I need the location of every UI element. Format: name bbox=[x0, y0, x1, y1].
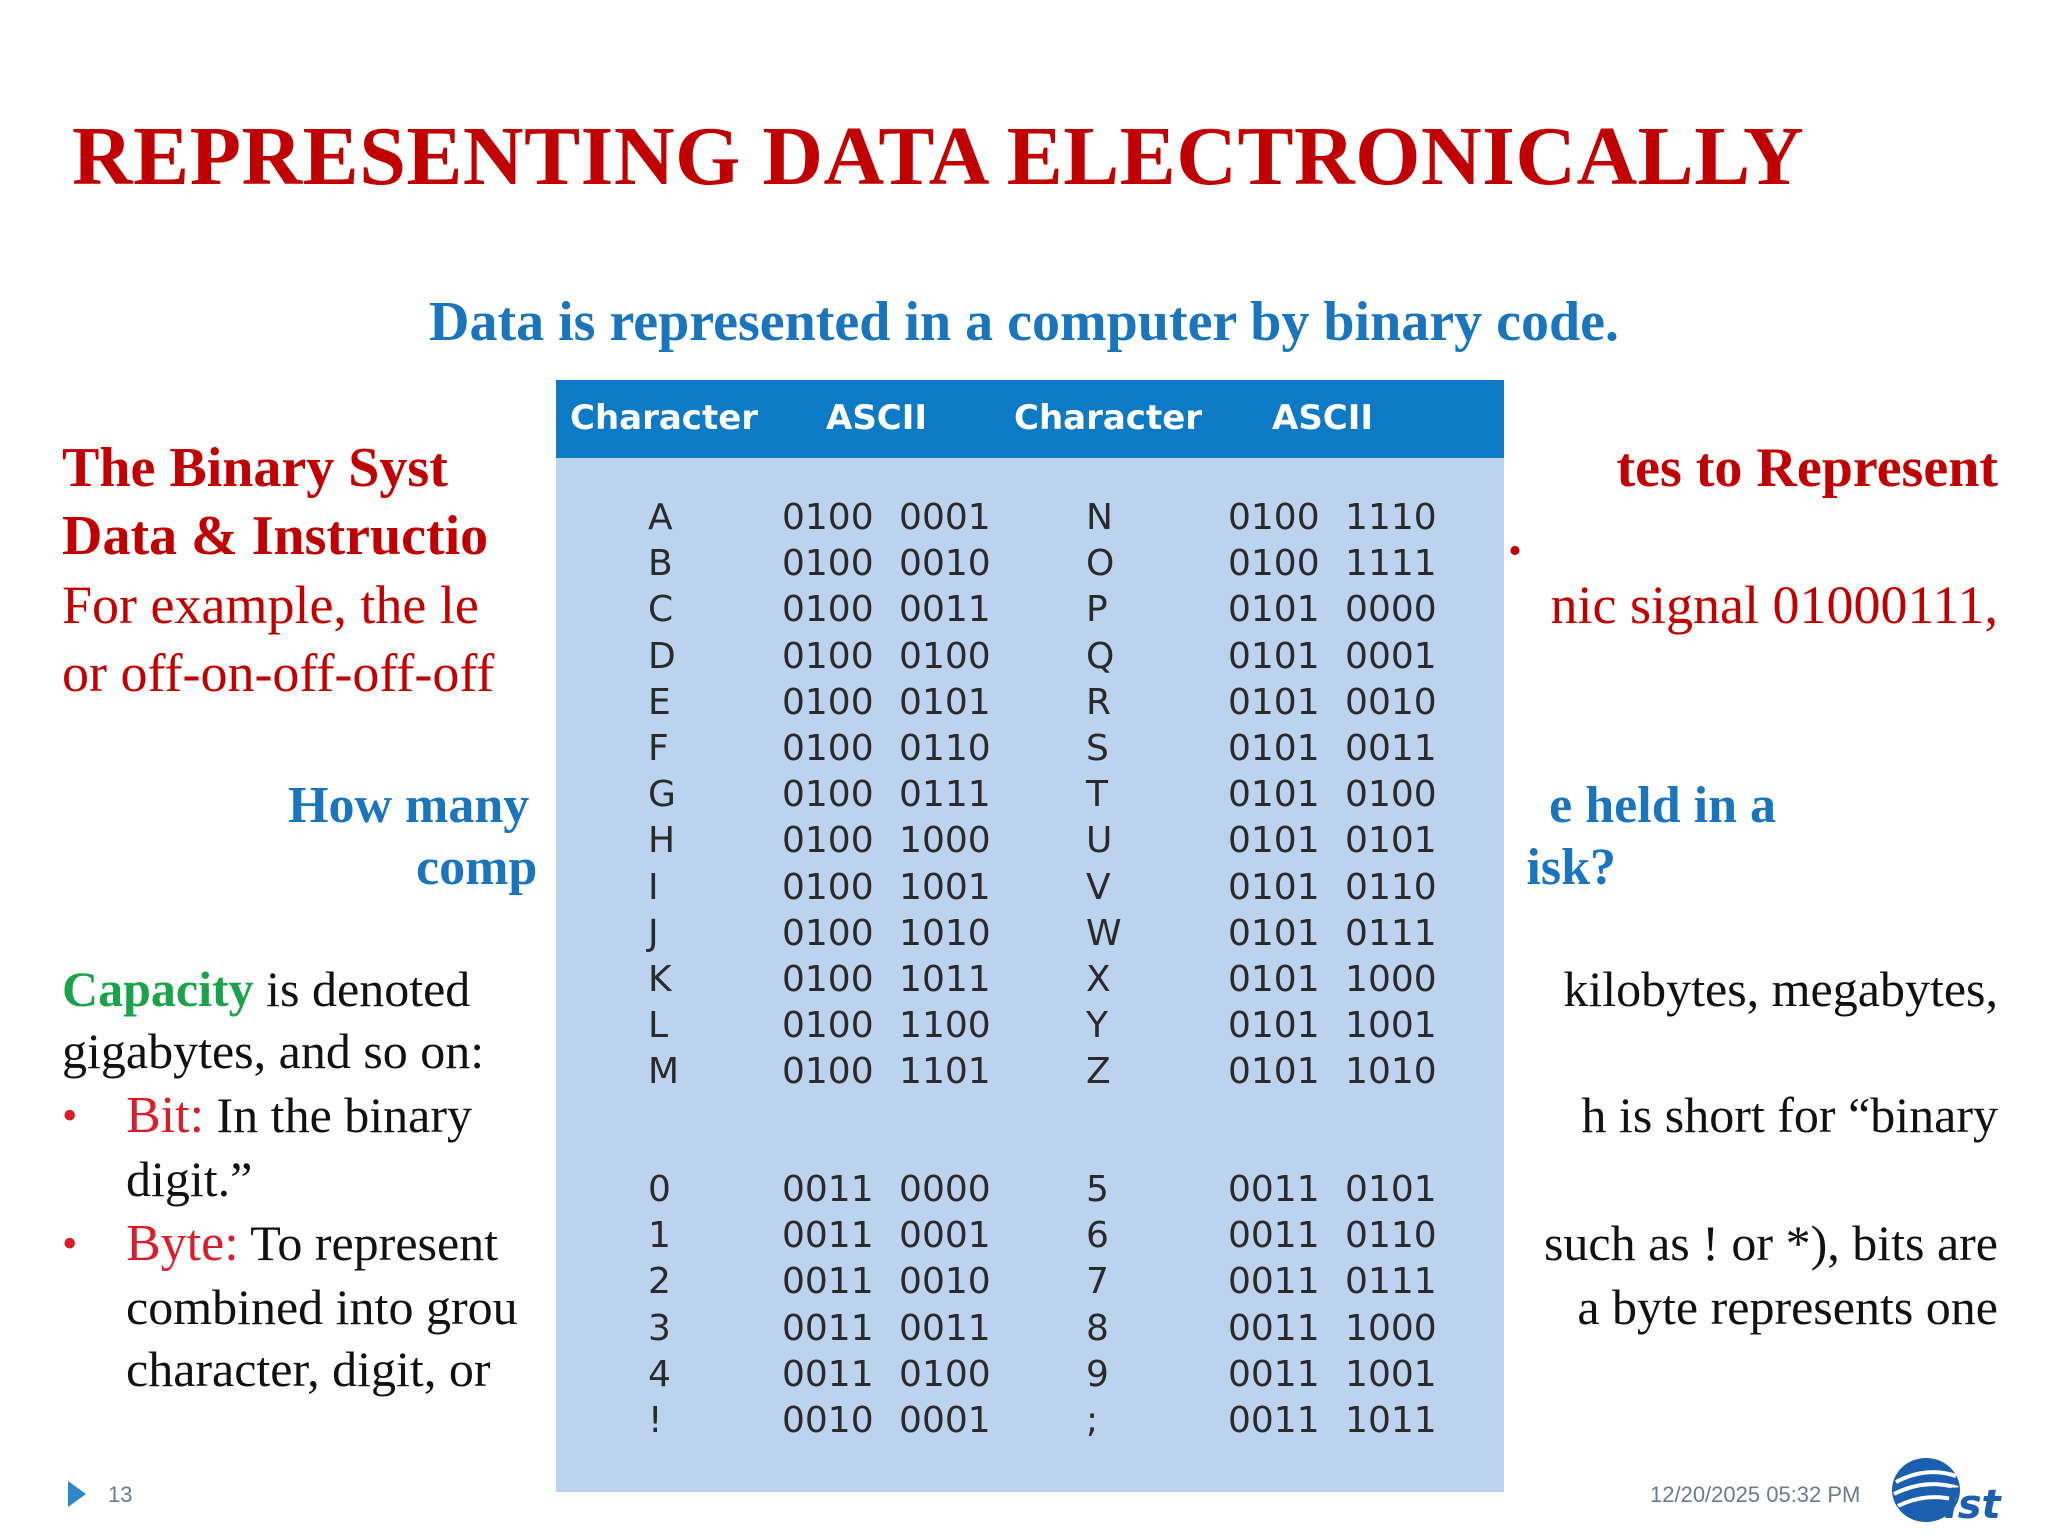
table-ascii-cell: 0101 0000 bbox=[1228, 589, 1437, 631]
table-ascii-cell: 0100 0101 bbox=[782, 681, 991, 723]
table-char-cell: K bbox=[648, 959, 672, 1000]
table-char-cell: 1 bbox=[648, 1215, 671, 1257]
table-ascii-cell: 0011 0001 bbox=[782, 1215, 991, 1257]
slide-title: REPRESENTING DATA ELECTRONICALLY bbox=[72, 110, 1805, 203]
slide-subtitle: Data is represented in a computer by binary code. bbox=[429, 291, 1619, 353]
table-ascii-cell: 0011 0100 bbox=[782, 1353, 991, 1395]
table-ascii-cell: 0101 0100 bbox=[1228, 774, 1437, 816]
binary-heading-line2-right: . bbox=[1508, 505, 1522, 567]
table-ascii-cell: 0100 1001 bbox=[782, 866, 991, 908]
table-char-cell: 6 bbox=[1086, 1215, 1109, 1257]
table-ascii-cell: 0100 0010 bbox=[782, 543, 991, 585]
capacity-keyword: Capacity bbox=[62, 961, 254, 1017]
table-ascii-cell: 0100 1010 bbox=[782, 912, 991, 954]
example-line2-left: or off-on-off-off-off bbox=[62, 643, 495, 703]
bullet-bit-line1-left: In the binary bbox=[204, 1087, 472, 1143]
table-ascii-cell: 0101 0010 bbox=[1228, 681, 1437, 723]
table-char-cell: Y bbox=[1086, 1005, 1108, 1047]
table-ascii-cell: 0011 0111 bbox=[1228, 1261, 1437, 1303]
table-ascii-cell: 0101 0011 bbox=[1228, 728, 1437, 769]
table-ascii-cell: 0011 0101 bbox=[1228, 1169, 1437, 1210]
table-ascii-cell: 0011 0000 bbox=[782, 1169, 991, 1210]
bullet-bit-line2: digit.” bbox=[126, 1151, 253, 1207]
table-char-cell: ; bbox=[1086, 1400, 1099, 1441]
bullet-byte-line2-left: combined into grou bbox=[126, 1279, 518, 1335]
table-char-cell: T bbox=[1086, 774, 1108, 816]
bullet-byte-line1-right: such as ! or *), bits are bbox=[1543, 1215, 1998, 1271]
table-ascii-cell: 0010 0001 bbox=[782, 1400, 991, 1441]
bullet-dot-byte: • bbox=[62, 1219, 78, 1268]
footer-date-time: 12/20/2025 05:32 PM bbox=[1650, 1482, 1861, 1507]
table-char-cell: Z bbox=[1086, 1051, 1111, 1093]
table-char-cell: M bbox=[648, 1051, 680, 1093]
ascii-table-header bbox=[556, 380, 1504, 458]
bullet-dot-bit: • bbox=[62, 1091, 78, 1140]
table-char-cell: U bbox=[1086, 820, 1113, 862]
table-char-cell: E bbox=[648, 681, 671, 723]
table-char-cell: 9 bbox=[1086, 1353, 1109, 1395]
table-char-cell: L bbox=[648, 1005, 669, 1047]
page-number: 13 bbox=[108, 1482, 133, 1507]
table-ascii-cell: 0100 0001 bbox=[782, 497, 991, 538]
table-char-cell: W bbox=[1086, 912, 1122, 954]
footer-arrow-icon bbox=[68, 1481, 86, 1507]
table-char-cell: 2 bbox=[648, 1261, 671, 1303]
table-ascii-cell: 0101 0001 bbox=[1228, 635, 1437, 677]
bullet-byte-label: Byte: bbox=[126, 1215, 239, 1272]
table-char-cell: 4 bbox=[648, 1353, 671, 1395]
table-ascii-cell: 0100 1101 bbox=[782, 1051, 991, 1093]
question-line2-right: isk? bbox=[1526, 839, 1616, 896]
table-ascii-cell: 0100 0100 bbox=[782, 635, 991, 677]
header-ascii-2: ASCII bbox=[1272, 398, 1374, 438]
table-char-cell: B bbox=[648, 543, 673, 585]
table-char-cell: F bbox=[648, 728, 669, 769]
question-line2-left: comp bbox=[416, 839, 538, 896]
table-ascii-cell: 0100 0011 bbox=[782, 589, 991, 631]
bullet-byte-line3-left: character, digit, or bbox=[126, 1341, 491, 1397]
table-ascii-cell: 0011 1001 bbox=[1228, 1353, 1437, 1395]
binary-heading-line2: Data & Instructio bbox=[62, 505, 489, 567]
table-ascii-cell: 0101 0101 bbox=[1228, 820, 1437, 862]
table-ascii-cell: 0100 1111 bbox=[1228, 543, 1437, 585]
bullet-byte-line2-right: a byte represents one bbox=[1577, 1279, 1998, 1335]
capacity-line1-left: is denoted bbox=[253, 961, 471, 1017]
table-char-cell: X bbox=[1086, 959, 1111, 1000]
capacity-line1-right: kilobytes, megabytes, bbox=[1563, 961, 1998, 1017]
header-ascii-1: ASCII bbox=[826, 398, 928, 438]
capacity-line1 bbox=[62, 961, 471, 1017]
question-line1-right: e held in a bbox=[1549, 777, 1776, 834]
table-ascii-cell: 0100 0111 bbox=[782, 774, 991, 816]
ist-logo-text: ist bbox=[1944, 1482, 2001, 1526]
binary-heading-line1: The Binary Syst bbox=[62, 437, 448, 499]
table-char-cell: 7 bbox=[1086, 1261, 1109, 1303]
table-char-cell: V bbox=[1086, 866, 1111, 908]
table-ascii-cell: 0101 1010 bbox=[1228, 1051, 1437, 1093]
table-char-cell: H bbox=[648, 820, 676, 862]
table-ascii-cell: 0100 0110 bbox=[782, 728, 991, 769]
table-ascii-cell: 0100 1100 bbox=[782, 1005, 991, 1047]
table-ascii-cell: 0100 1011 bbox=[782, 959, 991, 1000]
table-char-cell: R bbox=[1086, 681, 1112, 723]
table-char-cell: P bbox=[1086, 589, 1108, 631]
table-ascii-cell: 0011 0010 bbox=[782, 1261, 991, 1303]
table-char-cell: 5 bbox=[1086, 1169, 1109, 1210]
example-line1-left: For example, the le bbox=[62, 575, 479, 635]
table-char-cell: I bbox=[648, 866, 659, 908]
table-ascii-cell: 0101 0111 bbox=[1228, 912, 1437, 954]
table-char-cell: N bbox=[1086, 497, 1113, 538]
example-line1-right: nic signal 01000111, bbox=[1550, 575, 1998, 635]
table-char-cell: ! bbox=[648, 1400, 663, 1441]
table-ascii-cell: 0011 1011 bbox=[1228, 1400, 1437, 1441]
header-character-1: Character bbox=[570, 398, 759, 438]
table-ascii-cell: 0100 1000 bbox=[782, 820, 991, 862]
table-char-cell: D bbox=[648, 635, 676, 677]
table-ascii-cell: 0101 1001 bbox=[1228, 1005, 1437, 1047]
table-char-cell: 3 bbox=[648, 1307, 671, 1349]
table-ascii-cell: 0011 0011 bbox=[782, 1307, 991, 1349]
table-ascii-cell: 0101 1000 bbox=[1228, 959, 1437, 1000]
table-ascii-cell: 0101 0110 bbox=[1228, 866, 1437, 908]
table-char-cell: S bbox=[1086, 728, 1109, 769]
capacity-line2: gigabytes, and so on: bbox=[62, 1023, 485, 1079]
bullet-byte-line1 bbox=[126, 1215, 499, 1272]
header-character-2: Character bbox=[1014, 398, 1203, 438]
table-char-cell: G bbox=[648, 774, 676, 816]
ascii-table bbox=[556, 380, 1504, 1492]
table-char-cell: A bbox=[648, 497, 673, 538]
bullet-bit-label: Bit: bbox=[126, 1087, 205, 1144]
table-char-cell: Q bbox=[1086, 635, 1115, 677]
table-ascii-cell: 0011 1000 bbox=[1228, 1307, 1437, 1349]
table-ascii-cell: 0011 0110 bbox=[1228, 1215, 1437, 1257]
table-char-cell: 0 bbox=[648, 1169, 671, 1210]
table-ascii-cell: 0100 1110 bbox=[1228, 497, 1437, 538]
bullet-bit-line1 bbox=[126, 1087, 472, 1144]
binary-heading-line1-right: tes to Represent bbox=[1616, 437, 1998, 499]
bullet-bit-line1-right: h is short for “binary bbox=[1581, 1087, 1998, 1143]
ist-logo bbox=[1886, 1452, 2026, 1526]
question-line1-left: How many bbox=[288, 777, 530, 834]
bullet-byte-line1-left: To represent bbox=[238, 1215, 499, 1271]
table-char-cell: C bbox=[648, 589, 674, 631]
table-char-cell: J bbox=[648, 912, 659, 954]
table-char-cell: O bbox=[1086, 543, 1115, 585]
table-char-cell: 8 bbox=[1086, 1307, 1109, 1349]
